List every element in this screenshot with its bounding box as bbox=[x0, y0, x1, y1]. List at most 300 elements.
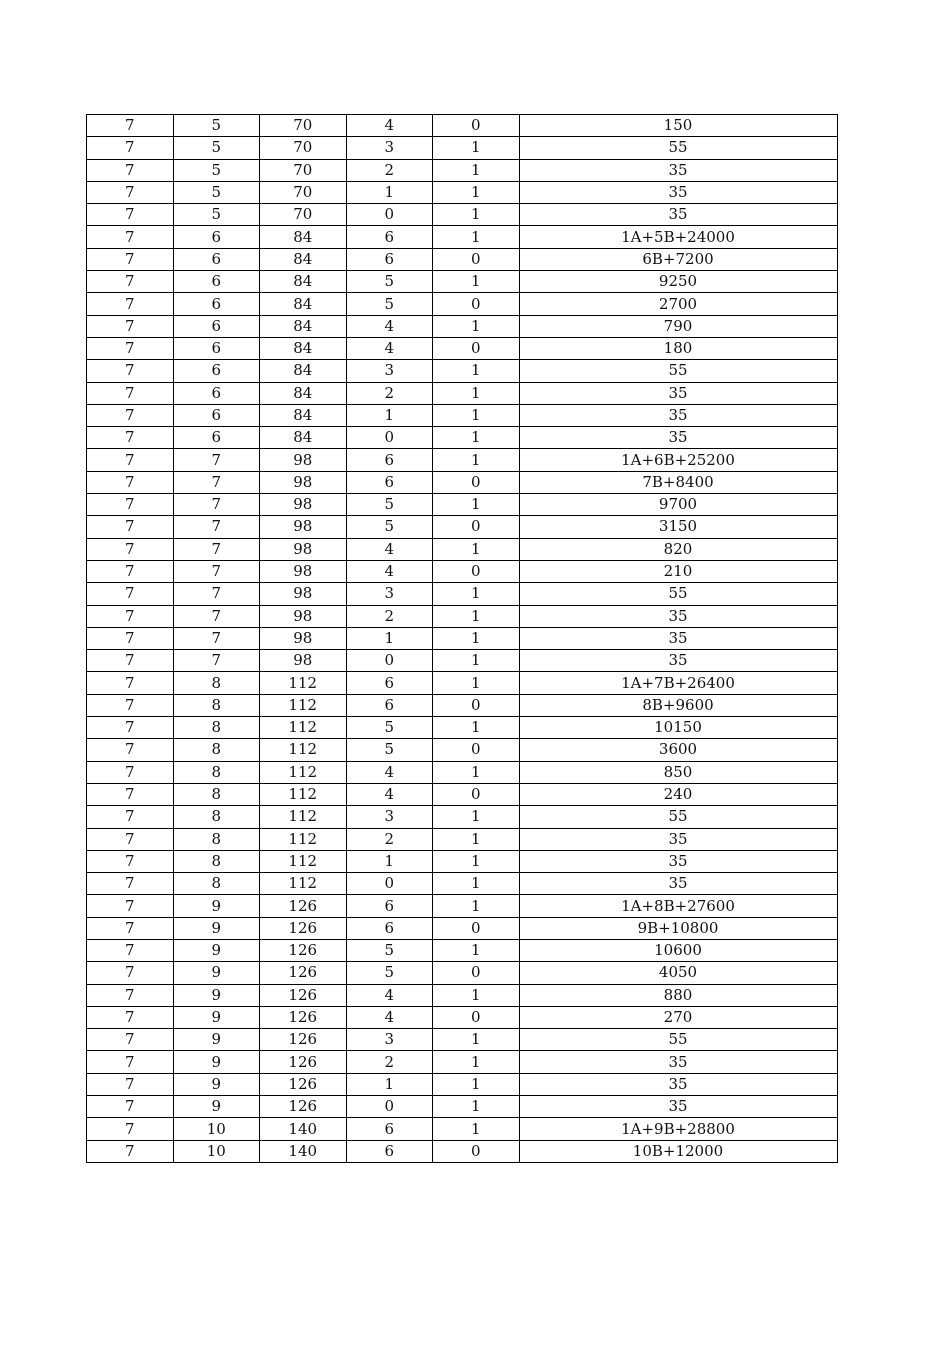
table-cell: 6B+7200 bbox=[519, 248, 837, 270]
table-cell: 7 bbox=[173, 650, 260, 672]
table-cell: 7 bbox=[87, 783, 174, 805]
table-cell: 7 bbox=[87, 471, 174, 493]
table-cell: 70 bbox=[260, 181, 347, 203]
table-row bbox=[87, 605, 838, 627]
table-cell: 112 bbox=[260, 850, 347, 872]
table-cell: 84 bbox=[260, 315, 347, 337]
table-cell: 0 bbox=[346, 1096, 433, 1118]
table-cell: 7 bbox=[87, 271, 174, 293]
table-cell: 35 bbox=[519, 382, 837, 404]
table-row bbox=[87, 583, 838, 605]
table-cell: 7 bbox=[173, 449, 260, 471]
table-cell: 1A+6B+25200 bbox=[519, 449, 837, 471]
table-row bbox=[87, 717, 838, 739]
table-row bbox=[87, 248, 838, 270]
table-row bbox=[87, 427, 838, 449]
table-cell: 1 bbox=[346, 181, 433, 203]
table-cell: 35 bbox=[519, 605, 837, 627]
table-cell: 6 bbox=[173, 404, 260, 426]
table-cell: 7 bbox=[87, 650, 174, 672]
table-cell: 5 bbox=[173, 137, 260, 159]
table-cell: 112 bbox=[260, 783, 347, 805]
table-cell: 6 bbox=[346, 1140, 433, 1162]
table-cell: 1 bbox=[433, 650, 520, 672]
table-cell: 9B+10800 bbox=[519, 917, 837, 939]
table-cell: 35 bbox=[519, 204, 837, 226]
table-cell: 1 bbox=[433, 404, 520, 426]
table-cell: 7 bbox=[173, 471, 260, 493]
table-cell: 6 bbox=[173, 248, 260, 270]
table-cell: 6 bbox=[346, 895, 433, 917]
table-cell: 6 bbox=[173, 337, 260, 359]
table-cell: 6 bbox=[173, 382, 260, 404]
table-cell: 98 bbox=[260, 605, 347, 627]
table-cell: 126 bbox=[260, 1051, 347, 1073]
table-cell: 5 bbox=[173, 204, 260, 226]
table-cell: 1 bbox=[346, 1073, 433, 1095]
table-cell: 5 bbox=[346, 717, 433, 739]
table-cell: 9 bbox=[173, 895, 260, 917]
table-cell: 3 bbox=[346, 360, 433, 382]
table-cell: 112 bbox=[260, 761, 347, 783]
table-row bbox=[87, 1096, 838, 1118]
table-cell: 8 bbox=[173, 694, 260, 716]
table-cell: 3150 bbox=[519, 516, 837, 538]
table-cell: 6 bbox=[346, 449, 433, 471]
table-row bbox=[87, 181, 838, 203]
table-row bbox=[87, 1073, 838, 1095]
table-cell: 7 bbox=[87, 382, 174, 404]
table-cell: 9 bbox=[173, 1029, 260, 1051]
table-cell: 8 bbox=[173, 672, 260, 694]
table-row bbox=[87, 850, 838, 872]
table-cell: 84 bbox=[260, 271, 347, 293]
table-row bbox=[87, 516, 838, 538]
table-row bbox=[87, 739, 838, 761]
table-cell: 7 bbox=[87, 739, 174, 761]
table-cell: 1 bbox=[433, 895, 520, 917]
table-cell: 7 bbox=[87, 137, 174, 159]
table-cell: 1 bbox=[433, 159, 520, 181]
table-cell: 70 bbox=[260, 137, 347, 159]
table-cell: 0 bbox=[433, 516, 520, 538]
table-cell: 6 bbox=[173, 360, 260, 382]
table-cell: 1 bbox=[433, 583, 520, 605]
table-cell: 35 bbox=[519, 1051, 837, 1073]
table-row bbox=[87, 1029, 838, 1051]
table-cell: 880 bbox=[519, 984, 837, 1006]
table-cell: 9 bbox=[173, 984, 260, 1006]
table-cell: 10B+12000 bbox=[519, 1140, 837, 1162]
table-cell: 84 bbox=[260, 404, 347, 426]
table-cell: 55 bbox=[519, 137, 837, 159]
table-row bbox=[87, 382, 838, 404]
table-cell: 0 bbox=[433, 471, 520, 493]
table-cell: 8 bbox=[173, 873, 260, 895]
table-row bbox=[87, 627, 838, 649]
table-cell: 0 bbox=[433, 248, 520, 270]
table-cell: 84 bbox=[260, 337, 347, 359]
table-cell: 1 bbox=[433, 494, 520, 516]
table-cell: 10 bbox=[173, 1140, 260, 1162]
table-cell: 7 bbox=[87, 115, 174, 137]
table-cell: 98 bbox=[260, 650, 347, 672]
table-cell: 126 bbox=[260, 1096, 347, 1118]
table-cell: 6 bbox=[173, 427, 260, 449]
table-cell: 126 bbox=[260, 895, 347, 917]
table-cell: 1 bbox=[433, 315, 520, 337]
table-row bbox=[87, 204, 838, 226]
table-cell: 55 bbox=[519, 1029, 837, 1051]
table-cell: 7 bbox=[87, 717, 174, 739]
table-cell: 7 bbox=[87, 873, 174, 895]
table-cell: 790 bbox=[519, 315, 837, 337]
table-cell: 140 bbox=[260, 1140, 347, 1162]
table-cell: 1 bbox=[433, 1051, 520, 1073]
table-cell: 9 bbox=[173, 1051, 260, 1073]
table-cell: 7 bbox=[87, 962, 174, 984]
table-cell: 98 bbox=[260, 516, 347, 538]
table-cell: 4 bbox=[346, 115, 433, 137]
table-cell: 55 bbox=[519, 583, 837, 605]
table-cell: 84 bbox=[260, 248, 347, 270]
table-cell: 7 bbox=[87, 427, 174, 449]
table-cell: 126 bbox=[260, 984, 347, 1006]
table-cell: 98 bbox=[260, 494, 347, 516]
table-cell: 9 bbox=[173, 1006, 260, 1028]
table-cell: 4 bbox=[346, 538, 433, 560]
table-cell: 35 bbox=[519, 1096, 837, 1118]
table-cell: 10 bbox=[173, 1118, 260, 1140]
table-cell: 210 bbox=[519, 560, 837, 582]
table-cell: 7 bbox=[87, 293, 174, 315]
table-cell: 0 bbox=[346, 650, 433, 672]
table-cell: 4 bbox=[346, 337, 433, 359]
table-cell: 150 bbox=[519, 115, 837, 137]
table-cell: 35 bbox=[519, 181, 837, 203]
table-row bbox=[87, 271, 838, 293]
table-cell: 7B+8400 bbox=[519, 471, 837, 493]
table-cell: 7 bbox=[87, 1096, 174, 1118]
table-row bbox=[87, 1006, 838, 1028]
table-cell: 4 bbox=[346, 1006, 433, 1028]
table-cell: 98 bbox=[260, 560, 347, 582]
table-row bbox=[87, 1051, 838, 1073]
table-cell: 6 bbox=[346, 672, 433, 694]
table-cell: 1 bbox=[346, 404, 433, 426]
table-cell: 1 bbox=[433, 605, 520, 627]
table-cell: 5 bbox=[346, 293, 433, 315]
table-row bbox=[87, 694, 838, 716]
table-row bbox=[87, 895, 838, 917]
table-cell: 7 bbox=[87, 895, 174, 917]
table-cell: 1 bbox=[433, 672, 520, 694]
table-row bbox=[87, 315, 838, 337]
table-cell: 6 bbox=[173, 293, 260, 315]
table-cell: 0 bbox=[433, 560, 520, 582]
table-cell: 112 bbox=[260, 828, 347, 850]
table-cell: 6 bbox=[173, 271, 260, 293]
table-cell: 98 bbox=[260, 449, 347, 471]
table-cell: 9 bbox=[173, 939, 260, 961]
table-cell: 1 bbox=[433, 828, 520, 850]
table-cell: 0 bbox=[433, 694, 520, 716]
table-cell: 7 bbox=[87, 360, 174, 382]
table-cell: 98 bbox=[260, 471, 347, 493]
table-cell: 6 bbox=[173, 315, 260, 337]
table-cell: 1 bbox=[433, 449, 520, 471]
table-cell: 35 bbox=[519, 427, 837, 449]
table-cell: 820 bbox=[519, 538, 837, 560]
table-row bbox=[87, 293, 838, 315]
table-cell: 7 bbox=[87, 1118, 174, 1140]
table-cell: 126 bbox=[260, 917, 347, 939]
table-cell: 1A+8B+27600 bbox=[519, 895, 837, 917]
table-cell: 7 bbox=[87, 1029, 174, 1051]
table-row bbox=[87, 828, 838, 850]
table-cell: 126 bbox=[260, 1029, 347, 1051]
table-cell: 0 bbox=[346, 204, 433, 226]
table-cell: 112 bbox=[260, 739, 347, 761]
table-cell: 5 bbox=[346, 271, 433, 293]
table-cell: 35 bbox=[519, 828, 837, 850]
table-cell: 8 bbox=[173, 828, 260, 850]
table-cell: 1A+5B+24000 bbox=[519, 226, 837, 248]
table-cell: 7 bbox=[87, 159, 174, 181]
table-cell: 7 bbox=[173, 627, 260, 649]
table-cell: 7 bbox=[87, 605, 174, 627]
data-table bbox=[86, 114, 838, 1163]
table-cell: 4050 bbox=[519, 962, 837, 984]
table-cell: 4 bbox=[346, 761, 433, 783]
table-cell: 850 bbox=[519, 761, 837, 783]
table-cell: 70 bbox=[260, 204, 347, 226]
table-cell: 7 bbox=[87, 560, 174, 582]
table-cell: 0 bbox=[433, 1006, 520, 1028]
table-cell: 7 bbox=[173, 605, 260, 627]
table-cell: 8 bbox=[173, 783, 260, 805]
table-row bbox=[87, 672, 838, 694]
table-cell: 35 bbox=[519, 1073, 837, 1095]
table-cell: 180 bbox=[519, 337, 837, 359]
table-row bbox=[87, 806, 838, 828]
table-cell: 6 bbox=[346, 226, 433, 248]
table-cell: 5 bbox=[173, 159, 260, 181]
table-cell: 5 bbox=[173, 115, 260, 137]
table-cell: 6 bbox=[346, 694, 433, 716]
table-cell: 1 bbox=[433, 806, 520, 828]
table-cell: 1 bbox=[346, 850, 433, 872]
table-cell: 5 bbox=[346, 739, 433, 761]
table-cell: 35 bbox=[519, 404, 837, 426]
table-cell: 7 bbox=[87, 1006, 174, 1028]
table-cell: 240 bbox=[519, 783, 837, 805]
table-cell: 0 bbox=[346, 873, 433, 895]
table-cell: 70 bbox=[260, 159, 347, 181]
table-cell: 7 bbox=[87, 627, 174, 649]
table-cell: 8 bbox=[173, 761, 260, 783]
table-cell: 7 bbox=[87, 315, 174, 337]
table-cell: 7 bbox=[173, 494, 260, 516]
table-cell: 98 bbox=[260, 583, 347, 605]
table-cell: 112 bbox=[260, 717, 347, 739]
table-cell: 7 bbox=[87, 337, 174, 359]
table-cell: 6 bbox=[346, 471, 433, 493]
table-cell: 10600 bbox=[519, 939, 837, 961]
table-cell: 7 bbox=[87, 939, 174, 961]
table-cell: 35 bbox=[519, 627, 837, 649]
table-cell: 9700 bbox=[519, 494, 837, 516]
table-row bbox=[87, 471, 838, 493]
table-cell: 84 bbox=[260, 382, 347, 404]
table-cell: 7 bbox=[87, 694, 174, 716]
table-cell: 0 bbox=[433, 1140, 520, 1162]
table-cell: 1 bbox=[433, 1029, 520, 1051]
table-cell: 0 bbox=[433, 293, 520, 315]
table-row bbox=[87, 404, 838, 426]
table-cell: 1 bbox=[433, 850, 520, 872]
table-cell: 126 bbox=[260, 1006, 347, 1028]
table-row bbox=[87, 159, 838, 181]
table-cell: 8 bbox=[173, 850, 260, 872]
table-cell: 7 bbox=[87, 806, 174, 828]
table-row bbox=[87, 761, 838, 783]
table-cell: 5 bbox=[173, 181, 260, 203]
table-row bbox=[87, 226, 838, 248]
table-cell: 7 bbox=[87, 226, 174, 248]
table-cell: 1 bbox=[433, 1073, 520, 1095]
table-cell: 2 bbox=[346, 159, 433, 181]
table-cell: 0 bbox=[433, 739, 520, 761]
table-cell: 1 bbox=[433, 1118, 520, 1140]
table-cell: 1 bbox=[433, 717, 520, 739]
table-cell: 1A+9B+28800 bbox=[519, 1118, 837, 1140]
table-cell: 98 bbox=[260, 627, 347, 649]
table-cell: 55 bbox=[519, 806, 837, 828]
table-cell: 55 bbox=[519, 360, 837, 382]
table-cell: 1 bbox=[433, 271, 520, 293]
table-cell: 84 bbox=[260, 293, 347, 315]
table-cell: 0 bbox=[433, 115, 520, 137]
table-row bbox=[87, 360, 838, 382]
table-row bbox=[87, 115, 838, 137]
table-cell: 7 bbox=[87, 761, 174, 783]
table-row bbox=[87, 962, 838, 984]
table-cell: 0 bbox=[433, 917, 520, 939]
table-row bbox=[87, 538, 838, 560]
table-cell: 7 bbox=[173, 516, 260, 538]
table-cell: 8 bbox=[173, 717, 260, 739]
table-cell: 126 bbox=[260, 939, 347, 961]
table-cell: 1 bbox=[433, 984, 520, 1006]
table-cell: 3600 bbox=[519, 739, 837, 761]
table-cell: 7 bbox=[87, 828, 174, 850]
table-cell: 9250 bbox=[519, 271, 837, 293]
table-cell: 7 bbox=[87, 516, 174, 538]
table-cell: 35 bbox=[519, 159, 837, 181]
table-cell: 1 bbox=[433, 538, 520, 560]
table-row bbox=[87, 939, 838, 961]
table-cell: 7 bbox=[173, 560, 260, 582]
table-row bbox=[87, 1140, 838, 1162]
table-cell: 7 bbox=[87, 538, 174, 560]
table-row bbox=[87, 449, 838, 471]
table-cell: 2 bbox=[346, 1051, 433, 1073]
table-cell: 9 bbox=[173, 962, 260, 984]
table-row bbox=[87, 783, 838, 805]
table-cell: 5 bbox=[346, 939, 433, 961]
table-cell: 1 bbox=[433, 204, 520, 226]
table-cell: 5 bbox=[346, 962, 433, 984]
table-cell: 84 bbox=[260, 360, 347, 382]
table-cell: 6 bbox=[346, 917, 433, 939]
table-row bbox=[87, 560, 838, 582]
table-cell: 1 bbox=[433, 181, 520, 203]
table-cell: 4 bbox=[346, 783, 433, 805]
table-cell: 270 bbox=[519, 1006, 837, 1028]
table-cell: 4 bbox=[346, 560, 433, 582]
table-cell: 10150 bbox=[519, 717, 837, 739]
table-cell: 35 bbox=[519, 850, 837, 872]
table-cell: 7 bbox=[87, 494, 174, 516]
table-cell: 7 bbox=[87, 181, 174, 203]
table-cell: 7 bbox=[87, 1051, 174, 1073]
table-cell: 1 bbox=[433, 427, 520, 449]
table-cell: 112 bbox=[260, 873, 347, 895]
table-cell: 1 bbox=[433, 939, 520, 961]
table-cell: 7 bbox=[87, 984, 174, 1006]
table-cell: 112 bbox=[260, 806, 347, 828]
table-cell: 8 bbox=[173, 806, 260, 828]
table-cell: 1 bbox=[433, 382, 520, 404]
table-cell: 0 bbox=[346, 427, 433, 449]
table-cell: 1 bbox=[433, 1096, 520, 1118]
table-row bbox=[87, 984, 838, 1006]
table-cell: 6 bbox=[346, 248, 433, 270]
table-cell: 6 bbox=[346, 1118, 433, 1140]
table-cell: 3 bbox=[346, 583, 433, 605]
table-cell: 7 bbox=[87, 850, 174, 872]
table-cell: 35 bbox=[519, 650, 837, 672]
table-cell: 4 bbox=[346, 984, 433, 1006]
table-cell: 126 bbox=[260, 962, 347, 984]
table-cell: 7 bbox=[173, 538, 260, 560]
table-cell: 84 bbox=[260, 226, 347, 248]
table-cell: 9 bbox=[173, 1096, 260, 1118]
table-cell: 1 bbox=[433, 137, 520, 159]
table-cell: 0 bbox=[433, 337, 520, 359]
table-cell: 1 bbox=[433, 873, 520, 895]
table-cell: 7 bbox=[87, 248, 174, 270]
table-cell: 0 bbox=[433, 962, 520, 984]
table-cell: 7 bbox=[87, 404, 174, 426]
table-cell: 1 bbox=[433, 360, 520, 382]
table-row bbox=[87, 917, 838, 939]
table-cell: 7 bbox=[87, 1073, 174, 1095]
table-cell: 9 bbox=[173, 917, 260, 939]
table-row bbox=[87, 873, 838, 895]
table-cell: 7 bbox=[87, 672, 174, 694]
table-cell: 2 bbox=[346, 382, 433, 404]
table-cell: 3 bbox=[346, 1029, 433, 1051]
table-cell: 4 bbox=[346, 315, 433, 337]
table-cell: 8B+9600 bbox=[519, 694, 837, 716]
table-cell: 1 bbox=[346, 627, 433, 649]
table-cell: 7 bbox=[87, 1140, 174, 1162]
table-body bbox=[87, 115, 838, 1163]
table-cell: 2700 bbox=[519, 293, 837, 315]
table-cell: 5 bbox=[346, 494, 433, 516]
